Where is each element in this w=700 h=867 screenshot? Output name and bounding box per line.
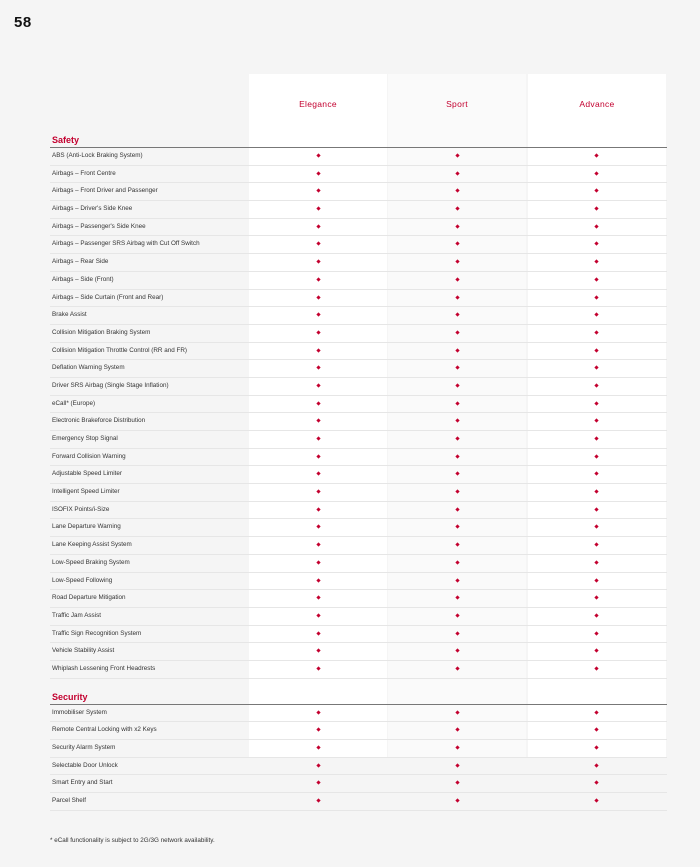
standard-indicator-icon xyxy=(594,419,598,423)
table-row xyxy=(50,413,667,431)
column-header-advance: Advance xyxy=(579,99,615,109)
standard-indicator-icon xyxy=(316,330,320,334)
feature-label: Airbags – Front Driver and Passenger xyxy=(52,187,158,195)
standard-indicator-icon xyxy=(316,745,320,749)
standard-indicator-icon xyxy=(316,710,320,714)
standard-indicator-icon xyxy=(455,348,459,352)
table-row xyxy=(50,608,667,626)
table-row xyxy=(50,183,667,201)
table-row xyxy=(50,219,667,237)
table-row xyxy=(50,705,667,723)
standard-indicator-icon xyxy=(316,525,320,529)
standard-indicator-icon xyxy=(455,596,459,600)
feature-label: Brake Assist xyxy=(52,311,87,319)
standard-indicator-icon xyxy=(455,383,459,387)
standard-indicator-icon xyxy=(594,798,598,802)
feature-label: Traffic Sign Recognition System xyxy=(52,629,142,637)
standard-indicator-icon xyxy=(455,798,459,802)
standard-indicator-icon xyxy=(455,649,459,653)
standard-indicator-icon xyxy=(455,153,459,157)
feature-label: Lane Departure Warning xyxy=(52,523,121,531)
section-title: Safety xyxy=(52,135,80,145)
feature-label: Security Alarm System xyxy=(52,744,116,751)
standard-indicator-icon xyxy=(316,728,320,732)
table-row xyxy=(50,775,667,793)
table-row xyxy=(50,431,667,449)
feature-label: Emergency Stop Signal xyxy=(52,435,118,442)
section-gap xyxy=(50,679,667,691)
standard-indicator-icon xyxy=(594,295,598,299)
table-row xyxy=(50,236,667,254)
standard-indicator-icon xyxy=(316,277,320,281)
table-row xyxy=(50,537,667,555)
standard-indicator-icon xyxy=(316,543,320,547)
table-row xyxy=(50,555,667,573)
standard-indicator-icon xyxy=(594,781,598,785)
standard-indicator-icon xyxy=(455,295,459,299)
standard-indicator-icon xyxy=(316,472,320,476)
table-row xyxy=(50,484,667,502)
table-row xyxy=(50,502,667,520)
standard-indicator-icon xyxy=(594,596,598,600)
standard-indicator-icon xyxy=(455,472,459,476)
standard-indicator-icon xyxy=(455,578,459,582)
table-row xyxy=(50,740,667,758)
feature-label: Traffic Jam Assist xyxy=(52,611,101,619)
standard-indicator-icon xyxy=(316,383,320,387)
standard-indicator-icon xyxy=(316,507,320,511)
standard-indicator-icon xyxy=(594,543,598,547)
standard-indicator-icon xyxy=(316,348,320,352)
feature-label: Low-Speed Following xyxy=(52,576,113,584)
standard-indicator-icon xyxy=(594,578,598,582)
standard-indicator-icon xyxy=(594,613,598,617)
standard-indicator-icon xyxy=(455,206,459,210)
feature-label: eCall* (Europe) xyxy=(52,399,96,407)
standard-indicator-icon xyxy=(455,631,459,635)
standard-indicator-icon xyxy=(455,454,459,458)
feature-label: Airbags – Passenger SRS Airbag with Cut Off Switch xyxy=(52,240,200,248)
table-row xyxy=(50,449,667,467)
standard-indicator-icon xyxy=(316,401,320,405)
standard-indicator-icon xyxy=(455,560,459,564)
standard-indicator-icon xyxy=(316,313,320,317)
standard-indicator-icon xyxy=(594,436,598,440)
standard-indicator-icon xyxy=(594,330,598,334)
standard-indicator-icon xyxy=(455,666,459,670)
feature-label: ABS (Anti-Lock Braking System) xyxy=(52,152,143,159)
table-header xyxy=(50,74,667,134)
standard-indicator-icon xyxy=(594,454,598,458)
feature-label: Selectable Door Unlock xyxy=(52,761,118,769)
standard-indicator-icon xyxy=(594,489,598,493)
standard-indicator-icon xyxy=(316,436,320,440)
feature-label: Adjustable Speed Limiter xyxy=(52,470,123,478)
standard-indicator-icon xyxy=(455,436,459,440)
table-row xyxy=(50,590,667,608)
standard-indicator-icon xyxy=(455,189,459,193)
standard-indicator-icon xyxy=(594,472,598,476)
standard-indicator-icon xyxy=(455,613,459,617)
standard-indicator-icon xyxy=(316,171,320,175)
standard-indicator-icon xyxy=(594,383,598,387)
standard-indicator-icon xyxy=(455,242,459,246)
standard-indicator-icon xyxy=(316,419,320,423)
standard-indicator-icon xyxy=(316,366,320,370)
standard-indicator-icon xyxy=(594,366,598,370)
standard-indicator-icon xyxy=(594,401,598,405)
standard-indicator-icon xyxy=(594,763,598,767)
standard-indicator-icon xyxy=(455,710,459,714)
table-row xyxy=(50,254,667,272)
standard-indicator-icon xyxy=(594,242,598,246)
standard-indicator-icon xyxy=(455,224,459,228)
table-row xyxy=(50,325,667,343)
standard-indicator-icon xyxy=(316,295,320,299)
standard-indicator-icon xyxy=(455,507,459,511)
table-row xyxy=(50,166,667,184)
table-row xyxy=(50,519,667,537)
standard-indicator-icon xyxy=(455,401,459,405)
standard-indicator-icon xyxy=(455,313,459,317)
standard-indicator-icon xyxy=(594,224,598,228)
section-rows xyxy=(50,705,667,811)
feature-label: Airbags – Passenger's Side Knee xyxy=(52,222,146,230)
standard-indicator-icon xyxy=(594,277,598,281)
standard-indicator-icon xyxy=(594,313,598,317)
feature-label: Road Departure Mitigation xyxy=(52,594,126,602)
table-row xyxy=(50,343,667,361)
table-row xyxy=(50,661,667,679)
standard-indicator-icon xyxy=(316,454,320,458)
table-row xyxy=(50,378,667,396)
table-row xyxy=(50,396,667,414)
feature-label: Driver SRS Airbag (Single Stage Inflation) xyxy=(52,381,169,389)
standard-indicator-icon xyxy=(594,710,598,714)
standard-indicator-icon xyxy=(594,745,598,749)
feature-label: ISOFIX Points/i-Size xyxy=(52,505,110,513)
standard-indicator-icon xyxy=(316,631,320,635)
standard-indicator-icon xyxy=(455,525,459,529)
feature-label: Vehicle Stability Assist xyxy=(52,647,115,655)
standard-indicator-icon xyxy=(316,596,320,600)
feature-label: Airbags – Rear Side xyxy=(52,258,109,266)
feature-label: Forward Collision Warning xyxy=(52,452,126,460)
section-title: Security xyxy=(52,691,88,702)
standard-indicator-icon xyxy=(316,489,320,493)
feature-label: Smart Entry and Start xyxy=(52,779,113,787)
page-number: 58 xyxy=(14,14,32,31)
table-row xyxy=(50,201,667,219)
standard-indicator-icon xyxy=(316,666,320,670)
standard-indicator-icon xyxy=(316,613,320,617)
standard-indicator-icon xyxy=(316,798,320,802)
feature-label: Electronic Brakeforce Distribution xyxy=(52,417,146,425)
standard-indicator-icon xyxy=(316,763,320,767)
column-header-sport: Sport xyxy=(446,99,468,109)
standard-indicator-icon xyxy=(455,489,459,493)
standard-indicator-icon xyxy=(316,224,320,228)
standard-indicator-icon xyxy=(455,277,459,281)
standard-indicator-icon xyxy=(594,666,598,670)
standard-indicator-icon xyxy=(316,578,320,582)
standard-indicator-icon xyxy=(455,260,459,264)
table-row xyxy=(50,722,667,740)
standard-indicator-icon xyxy=(594,153,598,157)
feature-label: Lane Keeping Assist System xyxy=(52,541,132,549)
standard-indicator-icon xyxy=(455,781,459,785)
standard-indicator-icon xyxy=(316,189,320,193)
standard-indicator-icon xyxy=(594,631,598,635)
standard-indicator-icon xyxy=(594,507,598,511)
standard-indicator-icon xyxy=(455,745,459,749)
standard-indicator-icon xyxy=(316,153,320,157)
table-row xyxy=(50,272,667,290)
footnote: * eCall functionality is subject to 2G/3G network availability. xyxy=(50,837,215,844)
standard-indicator-icon xyxy=(594,728,598,732)
standard-indicator-icon xyxy=(455,763,459,767)
table-row xyxy=(50,758,667,776)
feature-label: Airbags – Side Curtain (Front and Rear) xyxy=(52,293,164,301)
column-header-elegance: Elegance xyxy=(299,99,337,109)
table-row xyxy=(50,793,667,811)
standard-indicator-icon xyxy=(594,171,598,175)
table-row xyxy=(50,148,667,166)
spec-table xyxy=(50,74,667,811)
table-row xyxy=(50,573,667,591)
standard-indicator-icon xyxy=(594,560,598,564)
section-rows xyxy=(50,148,667,679)
table-row xyxy=(50,360,667,378)
feature-label: Immobiliser System xyxy=(52,708,107,716)
standard-indicator-icon xyxy=(455,366,459,370)
feature-label: Deflation Warning System xyxy=(52,364,125,372)
standard-indicator-icon xyxy=(455,728,459,732)
feature-label: Airbags – Side (Front) xyxy=(52,275,114,283)
feature-label: Collision Mitigation Braking System xyxy=(52,328,151,336)
standard-indicator-icon xyxy=(316,242,320,246)
standard-indicator-icon xyxy=(594,189,598,193)
table-row xyxy=(50,466,667,484)
standard-indicator-icon xyxy=(455,419,459,423)
feature-label: Airbags – Driver's Side Knee xyxy=(52,205,133,213)
sections xyxy=(50,134,667,811)
standard-indicator-icon xyxy=(594,649,598,653)
standard-indicator-icon xyxy=(316,560,320,564)
standard-indicator-icon xyxy=(316,206,320,210)
standard-indicator-icon xyxy=(455,543,459,547)
feature-label: Remote Central Locking with x2 Keys xyxy=(52,726,157,734)
standard-indicator-icon xyxy=(594,206,598,210)
feature-label: Parcel Shelf xyxy=(52,797,86,805)
feature-label: Intelligent Speed Limiter xyxy=(52,488,120,496)
feature-label: Whiplash Lessening Front Headrests xyxy=(52,664,156,672)
feature-label: Collision Mitigation Throttle Control (RR and FR) xyxy=(52,346,187,354)
standard-indicator-icon xyxy=(594,348,598,352)
standard-indicator-icon xyxy=(594,525,598,529)
standard-indicator-icon xyxy=(316,781,320,785)
table-row xyxy=(50,290,667,308)
standard-indicator-icon xyxy=(316,260,320,264)
table-row xyxy=(50,307,667,325)
feature-label: Low-Speed Braking System xyxy=(52,558,130,566)
standard-indicator-icon xyxy=(455,330,459,334)
standard-indicator-icon xyxy=(455,171,459,175)
standard-indicator-icon xyxy=(316,649,320,653)
table-row xyxy=(50,626,667,644)
feature-label: Airbags – Front Centre xyxy=(52,169,116,177)
table-row xyxy=(50,643,667,661)
standard-indicator-icon xyxy=(594,260,598,264)
